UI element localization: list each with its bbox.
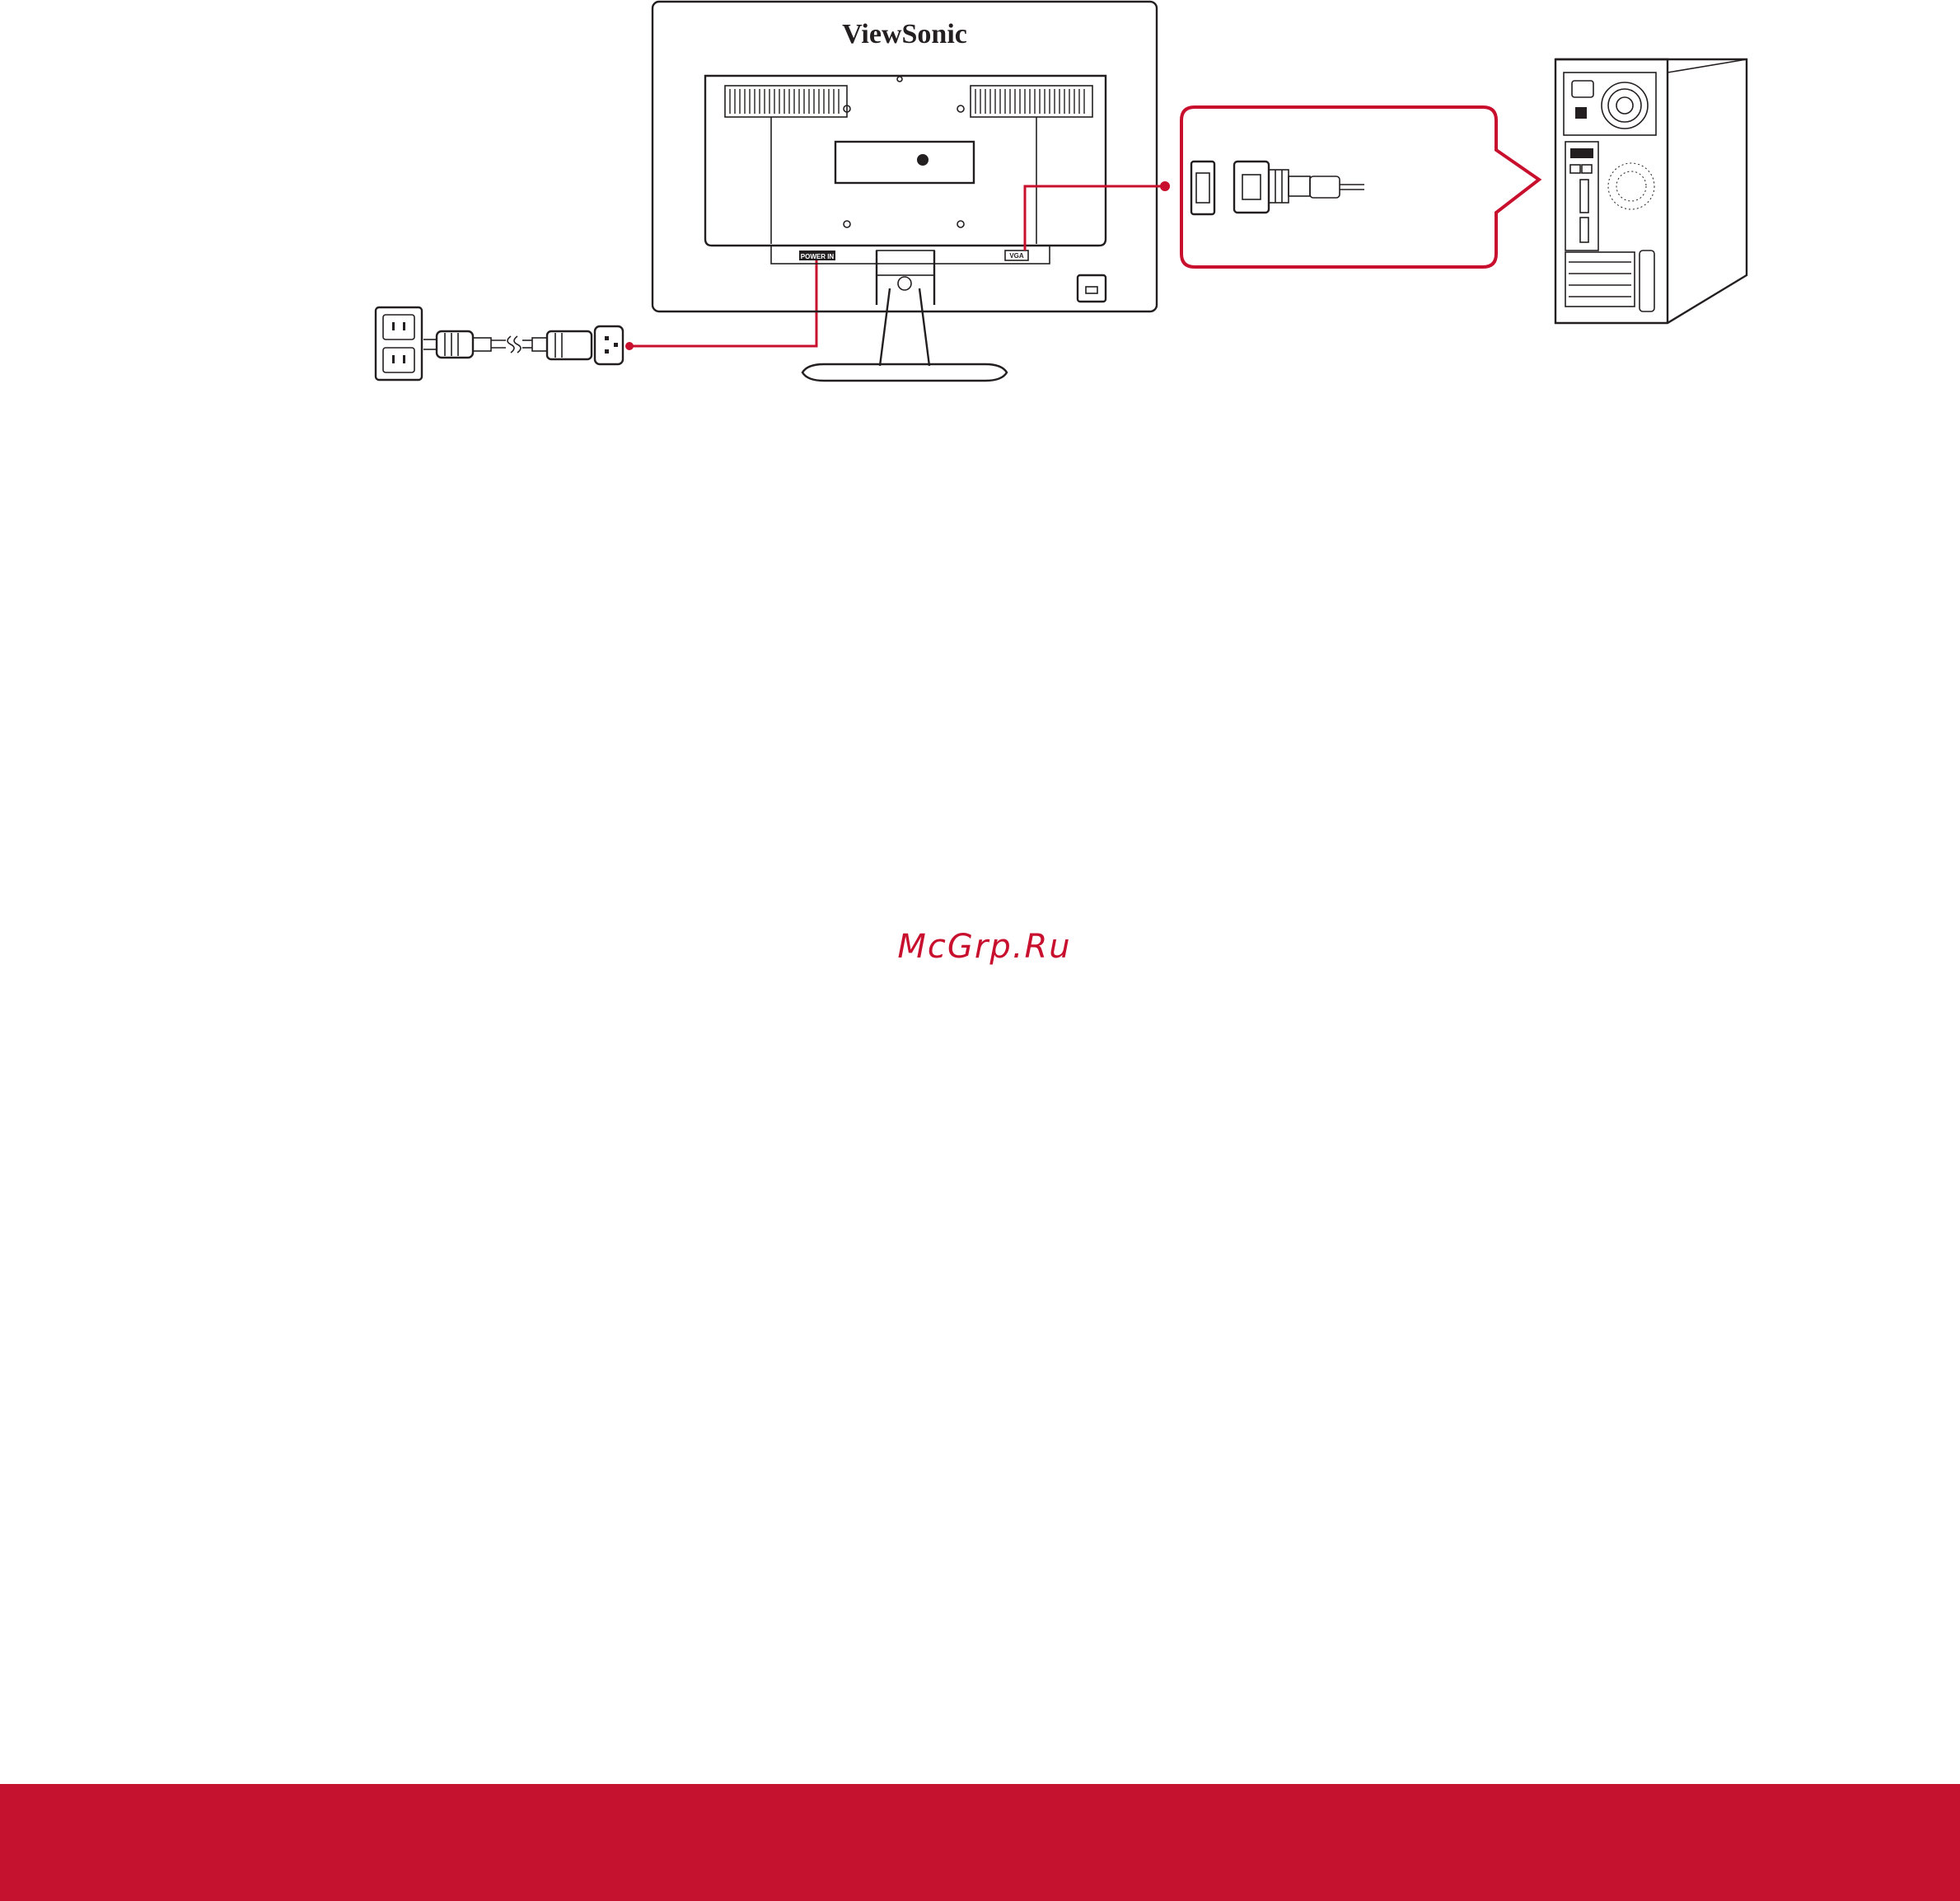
vga-port-label: VGA — [1009, 252, 1024, 260]
vga-callout — [1181, 107, 1539, 267]
wall-outlet-icon — [376, 307, 422, 380]
power-port-label: POWER IN — [800, 253, 835, 260]
watermark-text: McGrp.Ru — [897, 928, 1072, 966]
monitor-back-icon — [653, 2, 1157, 381]
power-connection-line — [625, 251, 816, 350]
brand-logo: ViewSonic — [842, 19, 967, 49]
connection-diagram — [0, 0, 1960, 428]
computer-tower-icon — [1555, 59, 1747, 323]
footer-band — [0, 1784, 1960, 1901]
vga-connection-line — [1025, 181, 1170, 251]
power-cord-icon — [423, 326, 623, 364]
vga-connector-icon — [1191, 162, 1364, 214]
